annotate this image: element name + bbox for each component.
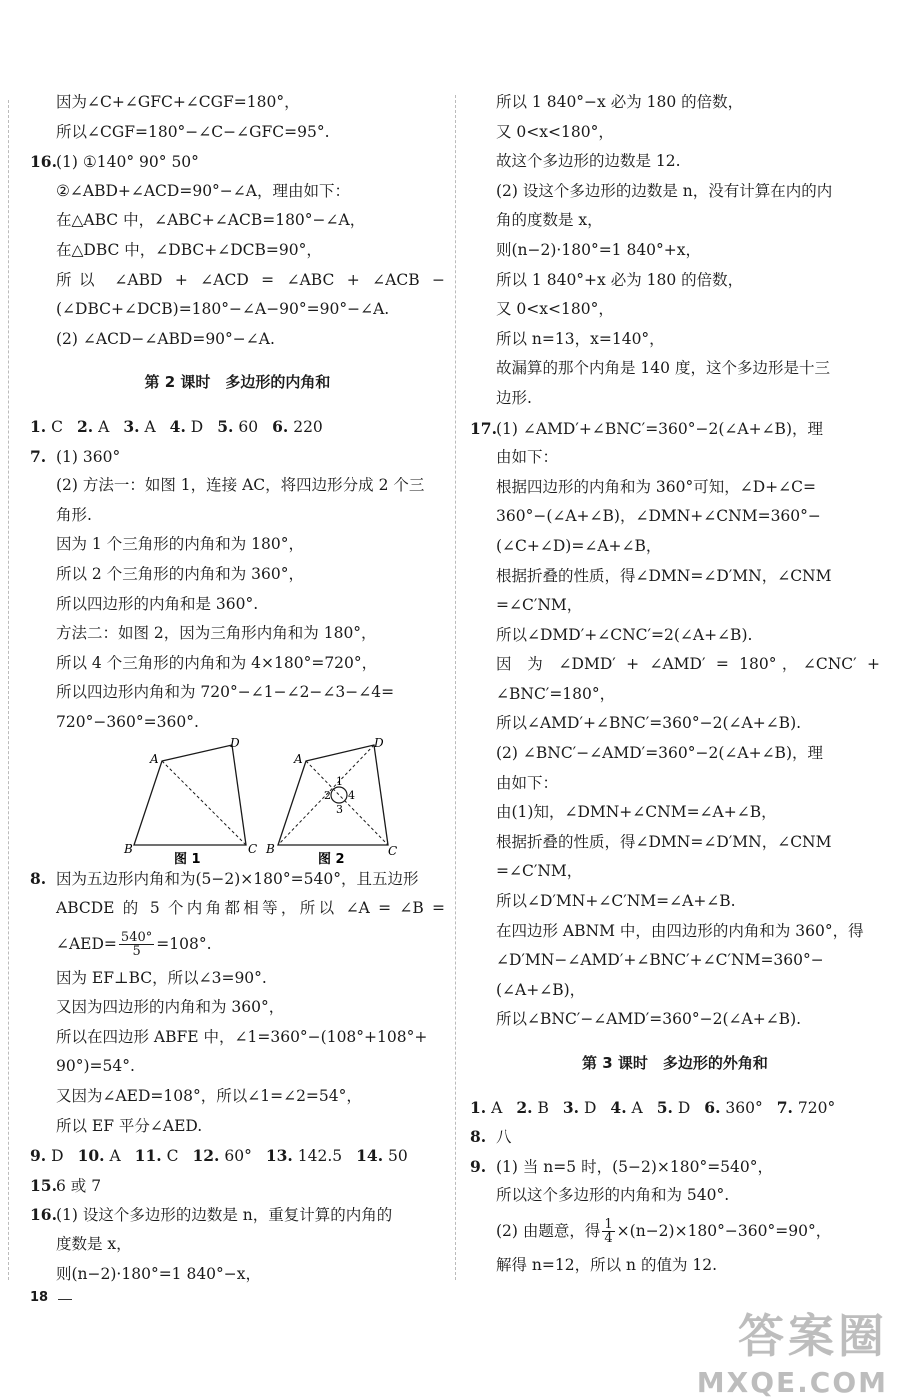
- answer-value: A: [98, 417, 110, 436]
- answer-line: [30, 501, 445, 531]
- quick-answer: [78, 1147, 121, 1165]
- answer-line: [470, 828, 880, 858]
- fig2-center-circle: [331, 787, 347, 803]
- answer-text: 又因为∠AED=108°，所以∠1=∠2=54°，: [56, 1087, 362, 1106]
- quick-answer: [610, 1099, 642, 1117]
- answer-line: [30, 590, 445, 620]
- quick-answer: [657, 1099, 691, 1117]
- fraction-prefix: ∠AED=: [56, 934, 117, 953]
- answer-text: ABCDE 的 5 个内角都相等，所以 ∠A = ∠B =: [56, 899, 445, 918]
- answer-text: 90°)=54°.: [56, 1057, 135, 1076]
- answer-line: [470, 147, 880, 177]
- answer-line: [30, 325, 445, 355]
- fig1-label-c: C: [248, 842, 258, 857]
- answer-text: 所以 4 个三角形的内角和为 4×180°=720°，: [56, 653, 378, 672]
- answer-value: 220: [293, 417, 323, 436]
- answer-text: (1) 当 n=5 时，(5−2)×180°=540°，: [496, 1157, 774, 1176]
- answer-line: [30, 530, 445, 560]
- answer-text: 所以 1 840°−x 必为 180 的倍数，: [496, 93, 744, 111]
- answer-text: 由如下：: [496, 773, 559, 792]
- fraction-suffix: ×(n−2)×180°−360°=90°，: [616, 1221, 832, 1240]
- quick-answer: [516, 1099, 549, 1117]
- answer-value: C: [51, 417, 63, 436]
- answer-value: A: [144, 417, 156, 436]
- quick-answer: [470, 1099, 502, 1117]
- answer-line: [470, 325, 880, 355]
- denominator: 4: [604, 1231, 613, 1247]
- spacer: [30, 398, 445, 412]
- answer-value: 360°: [725, 1098, 763, 1117]
- answer-text: 因 为 ∠DMD′ + ∠AMD′ = 180°，∠CNC′ +: [496, 655, 880, 674]
- page-number-dash: [58, 1299, 72, 1300]
- question-number: 13.: [265, 1146, 293, 1166]
- answer-line: [470, 621, 880, 651]
- answer-line: [470, 473, 880, 503]
- answer-text: 因为五边形内角和为(5−2)×180°=540°，且五边形: [56, 870, 419, 889]
- answer-text: 所以 EF 平分∠AED.: [56, 1116, 203, 1135]
- answer-text: 故漏算的那个内角是 140 度，这个多边形是十三: [496, 359, 830, 378]
- question-number: 8.: [470, 1127, 487, 1147]
- answer-text: =∠C′NM，: [496, 596, 583, 615]
- figure-2: [265, 736, 397, 867]
- quick-answer: [170, 418, 204, 436]
- question-number: 14.: [356, 1146, 384, 1166]
- answer-line: [470, 1181, 880, 1211]
- answer-text: ∠D′MN−∠AMD′+∠BNC′+∠C′NM=360°−: [496, 951, 824, 970]
- fig2-angle-4: 4: [348, 789, 355, 803]
- answer-line: [30, 1023, 445, 1053]
- answer-line: [30, 236, 445, 266]
- answer-text: 所以四边形的内角和是 360°.: [56, 594, 259, 613]
- answer-value: 720°: [797, 1098, 836, 1117]
- answer-line: [30, 1171, 445, 1201]
- question-number: 15.: [30, 1175, 57, 1195]
- answer-line: [30, 88, 445, 118]
- question-number: 4.: [169, 416, 186, 436]
- answer-line: [470, 532, 880, 562]
- fig1-caption: 图 1: [174, 852, 201, 868]
- answer-text: (2) 设这个多边形的边数是 n，没有计算在内的内: [496, 181, 833, 200]
- spacer: [470, 1035, 880, 1049]
- answer-text: ②∠ABD+∠ACD=90°−∠A，理由如下：: [56, 181, 350, 200]
- question-number: 2.: [77, 416, 94, 436]
- section-heading: 第 2 课时 多边形的内角和: [144, 373, 331, 392]
- answer-line: [470, 680, 880, 710]
- answer-line: [470, 917, 880, 947]
- question-number: 2.: [516, 1097, 533, 1117]
- answer-line: [470, 976, 880, 1006]
- watermark-cn: 答案圈: [738, 1309, 888, 1363]
- section-heading: 第 3 课时 多边形的外角和: [582, 1054, 768, 1072]
- answer-text: (2) 方法一：如图 1，连接 AC，将四边形分成 2 个三: [56, 476, 425, 495]
- answer-text: 6 或 7: [56, 1176, 102, 1195]
- quick-answers-row: [30, 1141, 445, 1171]
- answer-text: (∠C+∠D)=∠A+∠B，: [496, 536, 662, 555]
- fraction: [119, 931, 154, 959]
- answer-value: D: [583, 1098, 597, 1117]
- answer-text: 所以∠AMD′+∠BNC′=360°−2(∠A+∠B).: [496, 714, 802, 733]
- quick-answer: [266, 1147, 342, 1165]
- answer-text: 则(n−2)·180°=1 840°−x，: [56, 1264, 262, 1283]
- answer-text: 所以∠CGF=180°−∠C−∠GFC=95°.: [56, 122, 330, 141]
- quick-answers-row: [470, 1093, 880, 1123]
- answer-line: [470, 562, 880, 592]
- answer-line: [30, 993, 445, 1023]
- answer-line: [30, 894, 445, 924]
- answer-line: [30, 266, 445, 296]
- fig2-angle-1: 1: [336, 775, 343, 789]
- answer-line: [30, 295, 445, 325]
- question-number: 9.: [30, 1146, 47, 1166]
- fig2-angle-3: 3: [336, 803, 343, 817]
- answer-line: [470, 1005, 880, 1035]
- answer-line: [30, 619, 445, 649]
- question-number: 6.: [704, 1097, 721, 1117]
- answer-text: 所以∠BNC′−∠AMD′=360°−2(∠A+∠B).: [496, 1010, 802, 1029]
- answer-text: 根据折叠的性质，得∠DMN=∠D′MN，∠CNM: [496, 832, 832, 851]
- answer-line: [470, 88, 880, 118]
- answer-line: [470, 384, 880, 414]
- answer-value: 142.5: [297, 1147, 343, 1166]
- fig1-label-b: B: [124, 842, 133, 857]
- question-number: 3.: [562, 1097, 580, 1117]
- fraction-prefix: (2) 由题意，得: [496, 1221, 601, 1240]
- answer-text: (1) ①140° 90° 50°: [56, 153, 199, 172]
- column-divider: [455, 95, 456, 1280]
- answer-line: [470, 177, 880, 207]
- answer-line: [470, 1251, 880, 1281]
- answer-value: B: [537, 1098, 549, 1117]
- answer-text: 又因为四边形的内角和为 360°，: [56, 998, 285, 1017]
- fig2-label-d: D: [374, 736, 384, 751]
- answer-line: [470, 236, 880, 266]
- answer-text: (1) 360°: [56, 447, 121, 466]
- answer-text: 由(1)知，∠DMN+∠CNM=∠A+∠B，: [496, 803, 777, 822]
- quick-answers-row: [30, 412, 445, 442]
- answer-line: [30, 1260, 445, 1290]
- answer-value: 60°: [224, 1147, 252, 1166]
- answer-text: 又 0<x<180°，: [496, 122, 614, 141]
- quick-answer: [30, 418, 63, 436]
- answer-text: 720°−360°=360°.: [56, 712, 199, 731]
- answer-line: [30, 1112, 445, 1142]
- question-number: 8.: [30, 869, 47, 889]
- answer-text: 又 0<x<180°，: [496, 300, 614, 319]
- page-number: 18: [30, 1290, 49, 1305]
- fig2-label-b: B: [266, 842, 275, 857]
- answer-line: [30, 678, 445, 708]
- quadrilateral-figures: [90, 736, 398, 868]
- quick-answer: [704, 1099, 762, 1117]
- question-number: 12.: [192, 1146, 220, 1166]
- answer-line: [470, 887, 880, 917]
- answer-text: 所以在四边形 ABFE 中，∠1=360°−(108°+108°+: [56, 1027, 428, 1046]
- answer-line: [30, 1052, 445, 1082]
- answer-line: [470, 295, 880, 325]
- answer-line: [30, 1082, 445, 1112]
- answer-line: [470, 769, 880, 799]
- quick-answer: [356, 1147, 408, 1165]
- question-number: 5.: [217, 416, 234, 436]
- answer-text: 在△ABC 中，∠ABC+∠ACB=180°−∠A，: [56, 211, 366, 230]
- answer-text: (2) ∠BNC′−∠AMD′=360°−2(∠A+∠B)，理: [496, 744, 823, 763]
- answer-line: [470, 1122, 880, 1152]
- answer-line: [470, 591, 880, 621]
- answer-line: [30, 864, 445, 894]
- left-column: [30, 88, 445, 1289]
- answer-line: [470, 739, 880, 769]
- quick-answer: [135, 1147, 179, 1165]
- fig2-label-a: A: [294, 752, 303, 767]
- question-number: 17.: [470, 418, 497, 438]
- watermark: [697, 1300, 888, 1399]
- answer-line: [30, 560, 445, 590]
- numerator: 540°: [120, 929, 153, 945]
- answer-value: A: [109, 1147, 121, 1166]
- answer-line: [470, 857, 880, 887]
- answer-text: 因为∠C+∠GFC+∠CGF=180°，: [56, 93, 300, 111]
- answer-line: [470, 354, 880, 384]
- answer-text: 所以 ∠ABD + ∠ACD = ∠ABC + ∠ACB −: [56, 270, 445, 289]
- fig1-diagonal-ac: [162, 761, 246, 845]
- answer-text: =∠C′NM，: [496, 862, 583, 881]
- answer-line: [30, 1200, 445, 1230]
- question-number: 7.: [776, 1097, 793, 1117]
- question-number: 10.: [77, 1146, 105, 1166]
- spacer: [470, 1079, 880, 1093]
- answer-text: 所以四边形内角和为 720°−∠1−∠2−∠3−∠4=: [56, 683, 395, 702]
- watermark-en: MXQE.COM: [696, 1366, 888, 1399]
- question-number: 7.: [30, 446, 47, 466]
- answer-text: 解得 n=12，所以 n 的值为 12.: [496, 1255, 718, 1274]
- quick-answer: [563, 1099, 597, 1117]
- answer-line: [470, 266, 880, 296]
- fraction-line: [470, 1211, 880, 1251]
- fraction-line: [30, 924, 445, 964]
- answer-text: 360°−(∠A+∠B)，∠DMN+∠CNM=360°−: [496, 507, 821, 526]
- answer-text: 角形.: [56, 505, 92, 524]
- answer-text: 则(n−2)·180°=1 840°+x，: [496, 240, 702, 259]
- numerator: 1: [604, 1216, 613, 1232]
- question-number: 1.: [30, 416, 47, 436]
- question-number: 6.: [272, 416, 289, 436]
- answer-text: 所以 1 840°+x 必为 180 的倍数，: [496, 270, 744, 289]
- answer-line: [470, 650, 880, 680]
- fig2-caption: 图 2: [318, 852, 345, 868]
- figure-1: [123, 736, 257, 867]
- question-number: 9.: [470, 1156, 487, 1176]
- answer-line: [30, 442, 445, 472]
- answer-line: [470, 206, 880, 236]
- quick-answer: [30, 1147, 64, 1165]
- answer-text: 所以 2 个三角形的内角和为 360°，: [56, 564, 304, 583]
- quick-answer: [192, 1147, 251, 1165]
- question-number: 16.: [30, 152, 57, 172]
- answer-text: 在△DBC 中，∠DBC+∠DCB=90°，: [56, 240, 322, 259]
- answer-line: [30, 1230, 445, 1260]
- answer-text: (1) 设这个多边形的边数是 n，重复计算的内角的: [56, 1206, 393, 1225]
- answer-line: [30, 206, 445, 236]
- answer-line: [30, 147, 445, 177]
- answer-text: ∠BNC′=180°，: [496, 684, 616, 703]
- denominator: 5: [132, 944, 141, 960]
- answer-line: [470, 118, 880, 148]
- fraction: [602, 1218, 614, 1246]
- quick-answer: [123, 418, 155, 436]
- answer-value: D: [51, 1147, 64, 1166]
- answer-text: (2) ∠ACD−∠ABD=90°−∠A.: [56, 329, 275, 348]
- question-number: 16.: [30, 1205, 57, 1225]
- quick-answer: [777, 1099, 835, 1117]
- answer-line: [470, 709, 880, 739]
- answer-text: 根据折叠的性质，得∠DMN=∠D′MN，∠CNM: [496, 566, 832, 585]
- answer-text: (1) ∠AMD′+∠BNC′=360°−2(∠A+∠B)，理: [496, 419, 823, 438]
- answer-text: (∠DBC+∠DCB)=180°−∠A−90°=90°−∠A.: [56, 300, 390, 319]
- answer-value: 60: [238, 417, 259, 436]
- answer-text: 八: [496, 1128, 512, 1147]
- answer-text: 边形.: [496, 388, 532, 407]
- answer-text: 度数是 x，: [56, 1235, 132, 1253]
- answer-text: 根据四边形的内角和为 360°可知，∠D+∠C=: [496, 477, 816, 496]
- answer-value: C: [166, 1147, 179, 1166]
- quick-answer: [77, 418, 109, 436]
- right-column: [470, 88, 880, 1281]
- answer-text: 所以∠D′MN+∠C′NM=∠A+∠B.: [496, 892, 736, 911]
- answer-line: [470, 946, 880, 976]
- answer-text: 所以 n=13，x=140°，: [496, 329, 665, 348]
- question-number: 4.: [610, 1097, 627, 1117]
- answer-text: 角的度数是 x，: [496, 211, 603, 230]
- answer-line: [30, 177, 445, 207]
- answer-value: D: [190, 417, 204, 436]
- question-number: 3.: [123, 416, 140, 436]
- left-margin-rule: [8, 100, 9, 1280]
- answer-line: [470, 1152, 880, 1182]
- question-number: 11.: [134, 1146, 162, 1166]
- answer-text: 因为 EF⊥BC，所以∠3=90°.: [56, 968, 267, 987]
- answer-line: [470, 443, 880, 473]
- answer-line: [470, 502, 880, 532]
- answer-line: [470, 798, 880, 828]
- spacer: [30, 354, 445, 368]
- answer-value: 50: [388, 1147, 408, 1166]
- fig1-label-d: D: [230, 736, 240, 751]
- quick-answer: [272, 418, 323, 436]
- answer-text: (∠A+∠B)，: [496, 980, 586, 999]
- quick-answer: [217, 418, 258, 436]
- answer-text: 故这个多边形的边数是 12.: [496, 152, 681, 171]
- answer-text: 所以∠DMD′+∠CNC′=2(∠A+∠B).: [496, 625, 753, 644]
- answer-value: D: [677, 1098, 691, 1117]
- answer-value: A: [631, 1098, 643, 1117]
- fig2-angle-2: 2: [324, 789, 331, 803]
- answer-text: 因为 1 个三角形的内角和为 180°，: [56, 535, 304, 554]
- answer-text: 在四边形 ABNM 中，由四边形的内角和为 360°，得: [496, 921, 864, 940]
- answer-text: 由如下：: [496, 448, 559, 467]
- figures: [30, 736, 445, 868]
- answer-value: A: [491, 1098, 503, 1117]
- answer-line: [470, 414, 880, 444]
- answer-line: [30, 708, 445, 738]
- answer-text: 所以这个多边形的内角和为 540°.: [496, 1186, 730, 1205]
- fig1-label-a: A: [150, 752, 159, 767]
- question-number: 5.: [656, 1097, 673, 1117]
- answer-line: [30, 118, 445, 148]
- answer-line: [30, 649, 445, 679]
- answer-line: [30, 964, 445, 994]
- answer-line: [30, 471, 445, 501]
- answer-text: 方法二：如图 2，因为三角形内角和为 180°，: [56, 624, 377, 643]
- fraction-suffix: =108°.: [156, 934, 212, 953]
- fig2-label-c: C: [388, 844, 398, 859]
- question-number: 1.: [470, 1097, 487, 1117]
